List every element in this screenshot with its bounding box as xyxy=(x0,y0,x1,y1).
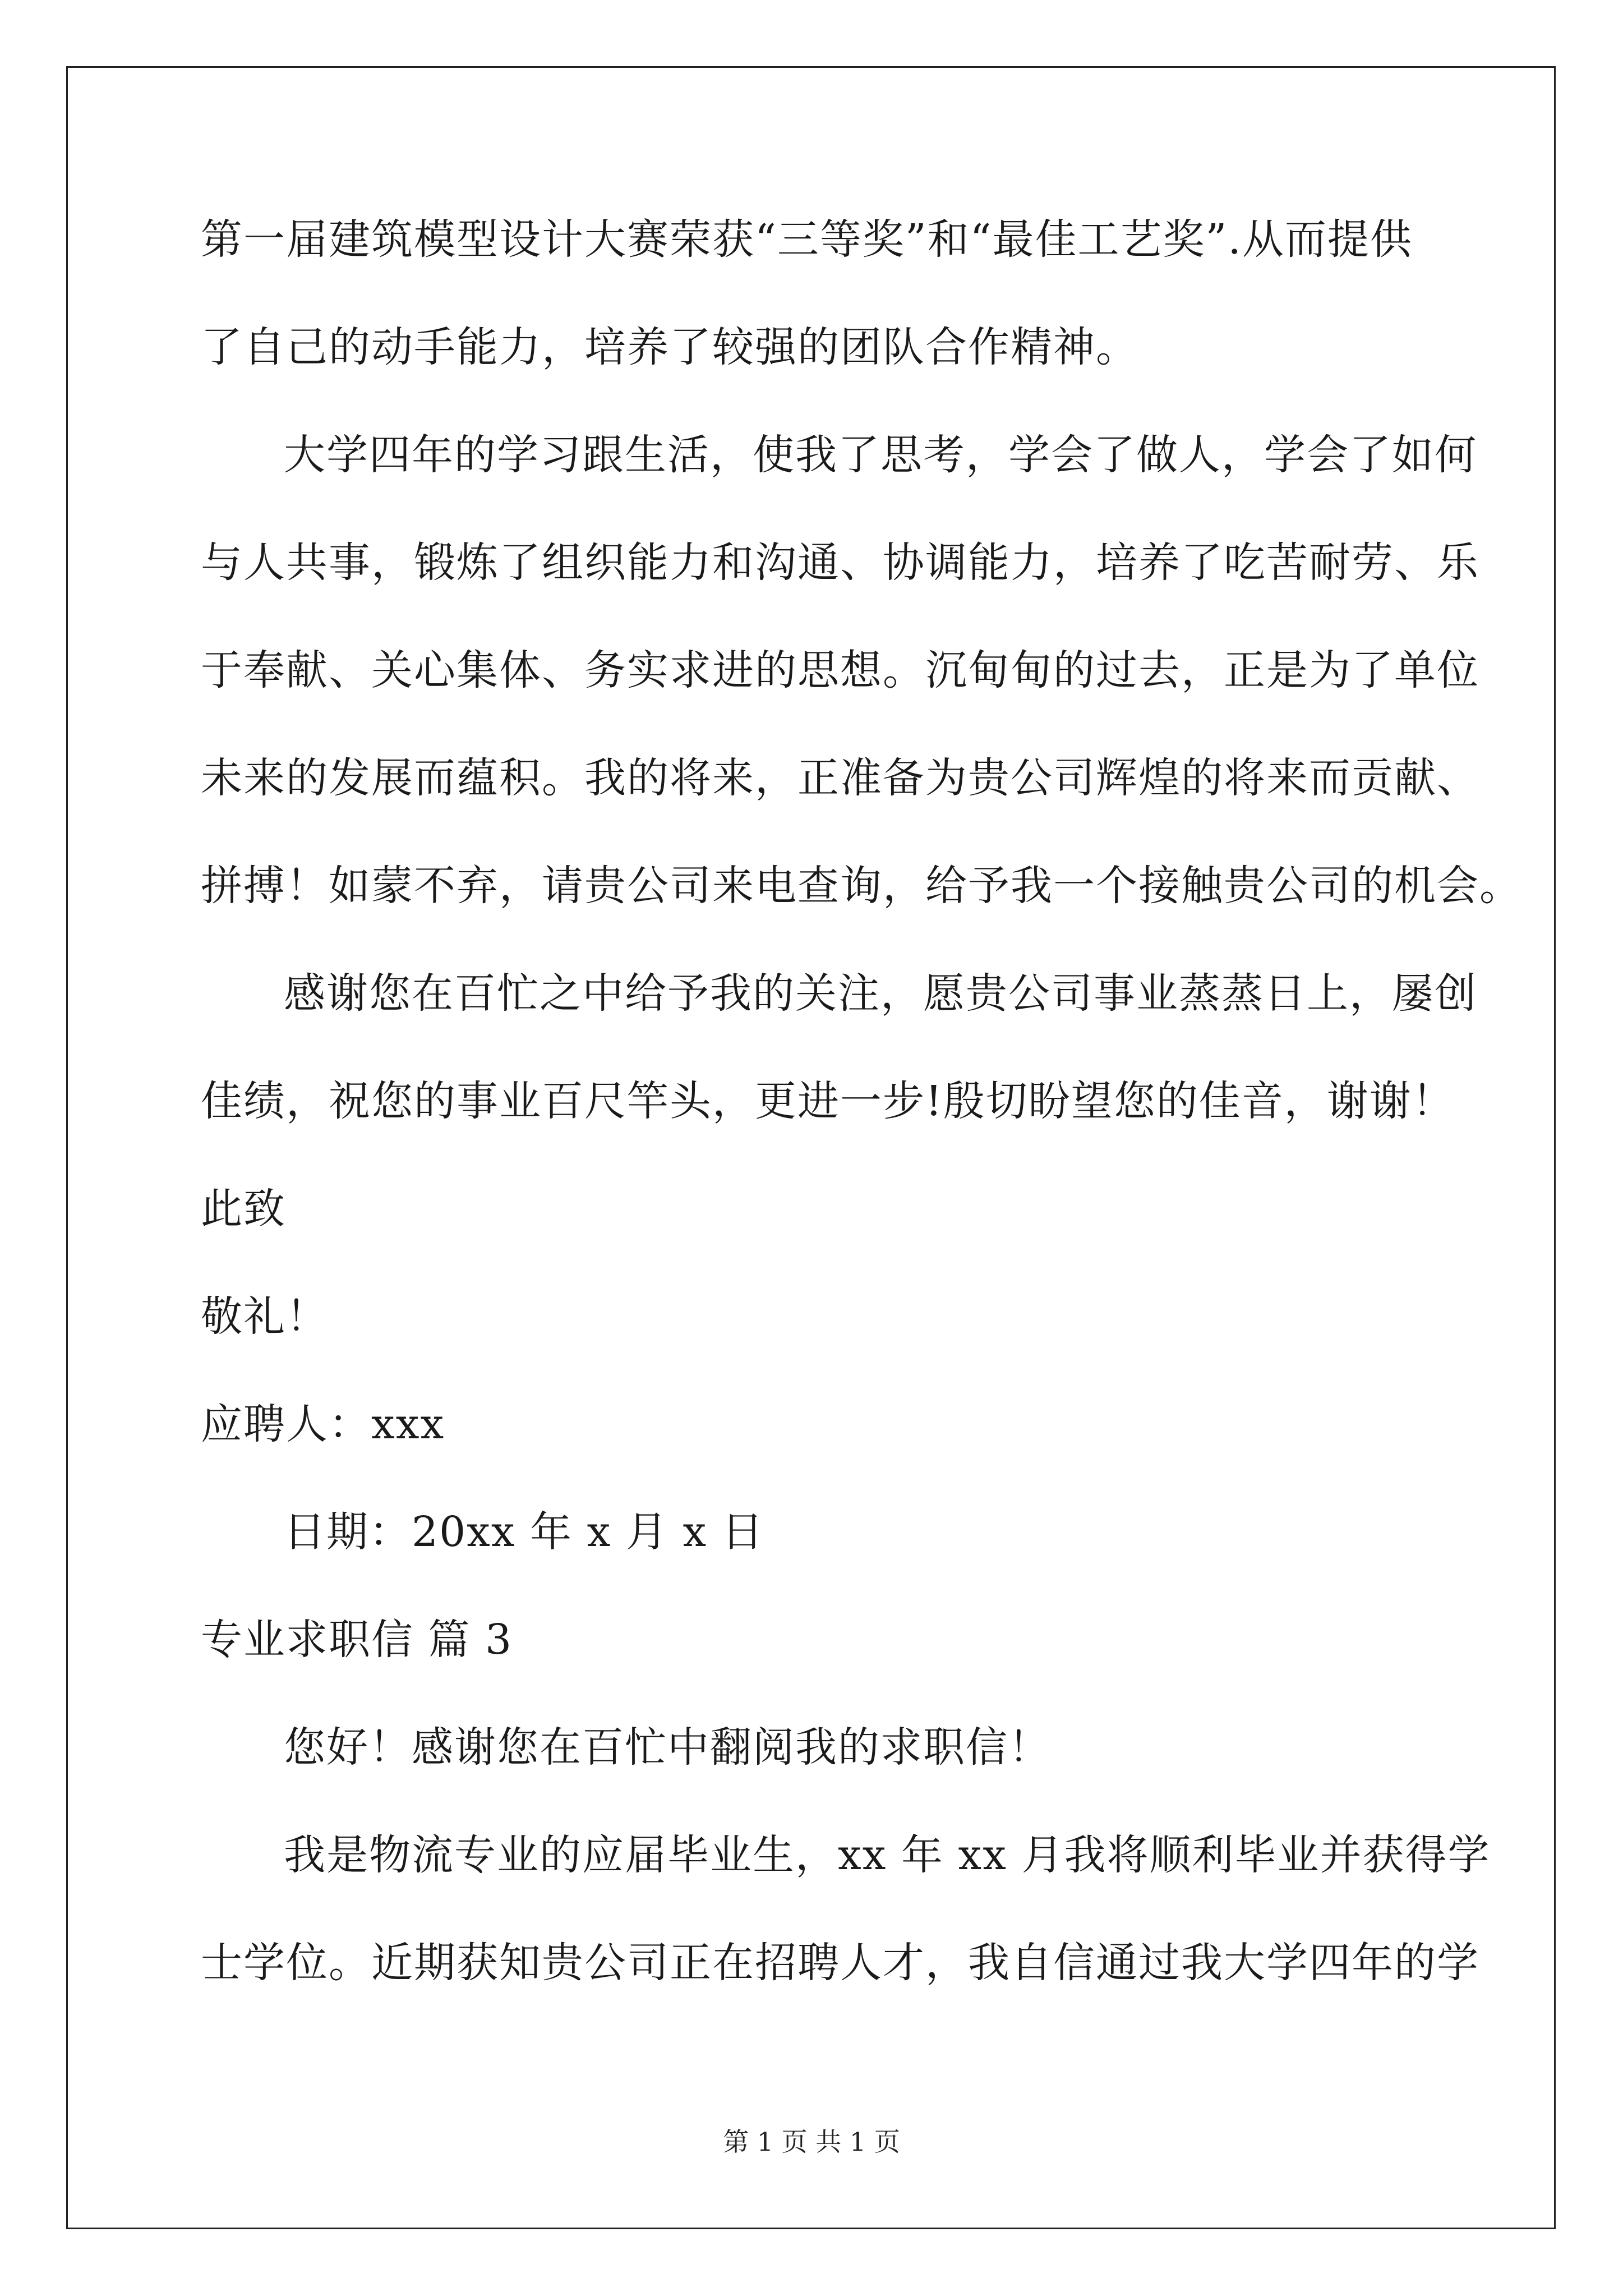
applicant-line: 应聘人：xxx xyxy=(201,1400,445,1448)
closing-salutation: 此致 xyxy=(201,1185,286,1233)
page-border xyxy=(66,66,1556,2229)
paragraph-line: 佳绩，祝您的事业百尺竿头，更进一步!殷切盼望您的佳音，谢谢！ xyxy=(201,1077,1455,1125)
page-footer: 第 1 页 共 1 页 xyxy=(723,2127,900,2157)
paragraph-line: 我是物流专业的应届毕业生，xx 年 xx 月我将顺利毕业并获得学 xyxy=(284,1831,1491,1879)
greeting-line: 您好！感谢您在百忙中翻阅我的求职信！ xyxy=(284,1723,1051,1772)
closing-regards: 敬礼！ xyxy=(201,1292,329,1341)
section-title: 专业求职信 篇 3 xyxy=(201,1616,513,1664)
paragraph-line: 了自己的动手能力，培养了较强的团队合作精神。 xyxy=(201,323,1138,371)
paragraph-line: 于奉献、关心集体、务实求进的思想。沉甸甸的过去，正是为了单位 xyxy=(201,646,1479,694)
paragraph-line: 与人共事，锻炼了组织能力和沟通、协调能力，培养了吃苦耐劳、乐 xyxy=(201,539,1479,587)
paragraph-line: 感谢您在百忙之中给予我的关注，愿贵公司事业蒸蒸日上，屡创 xyxy=(284,969,1477,1018)
paragraph-line: 士学位。近期获知贵公司正在招聘人才，我自信通过我大学四年的学 xyxy=(201,1939,1479,1987)
paragraph-line: 拼搏！如蒙不弃，请贵公司来电查询，给予我一个接触贵公司的机会。 xyxy=(201,862,1522,910)
paragraph-line: 大学四年的学习跟生活，使我了思考，学会了做人，学会了如何 xyxy=(284,431,1477,479)
date-line: 日期：20xx 年 x 月 x 日 xyxy=(284,1508,764,1556)
paragraph-line: 未来的发展而蕴积。我的将来，正准备为贵公司辉煌的将来而贡献、 xyxy=(201,754,1479,802)
paragraph-line: 第一届建筑模型设计大赛荣获“三等奖”和“最佳工艺奖”.从而提供 xyxy=(201,215,1413,264)
